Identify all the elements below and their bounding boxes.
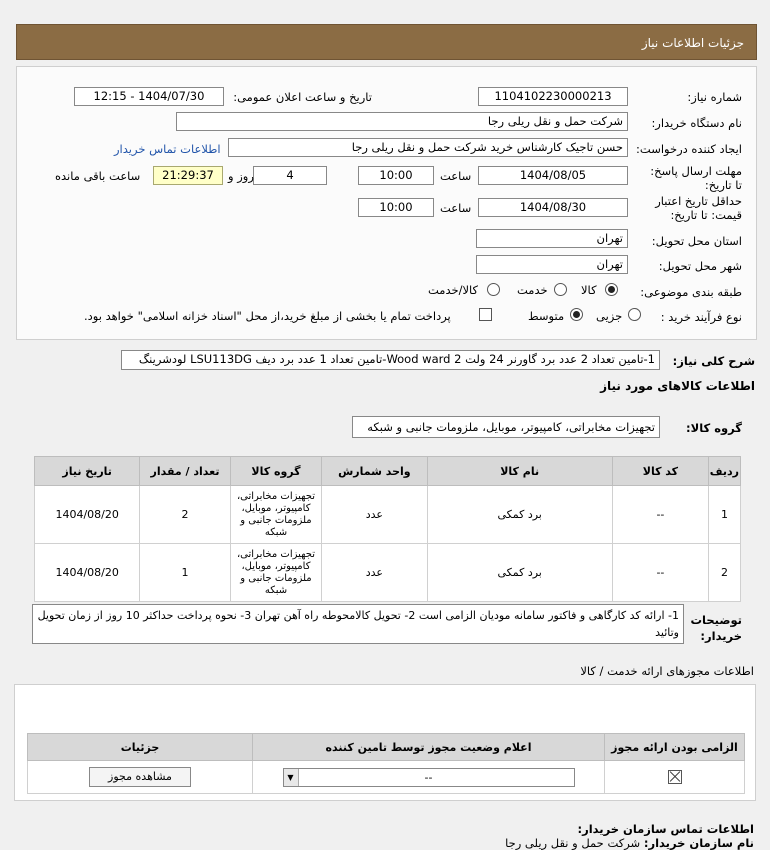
licenses-table-header (28, 734, 745, 761)
col-license-details: جزئیات (28, 734, 253, 761)
col-group: گروه کالا (230, 457, 322, 486)
province-label: استان محل تحویل: (651, 234, 742, 248)
cell-group: تجهیزات مخابراتی، کامپیوتر، موبایل، ملزومات جانبی و شبکه (230, 486, 322, 544)
license-status-cell (253, 761, 605, 794)
category-option-goods: کالا (581, 283, 597, 297)
page-header (16, 24, 757, 60)
license-details-cell (28, 761, 253, 794)
goods-group-label: گروه کالا: (686, 421, 742, 435)
price-time-field: 10:00 (358, 198, 434, 217)
process-option-minor: جزیی (596, 309, 623, 323)
col-date: تاریخ نیاز (35, 457, 140, 486)
table-row (35, 486, 741, 544)
dropdown-arrow-icon: ▼ (284, 769, 299, 786)
category-label: طبقه بندی موضوعی: (640, 285, 742, 299)
cell-unit: عدد (322, 486, 427, 544)
process-radio-medium[interactable] (570, 308, 583, 321)
col-code: کد کالا (612, 457, 708, 486)
licenses-panel (14, 684, 756, 801)
cell-qty: 1 (140, 544, 230, 602)
city-field: تهران (476, 255, 628, 274)
category-radio-goods-service[interactable] (487, 283, 500, 296)
license-required-cell (605, 761, 745, 794)
buyer-label: نام دستگاه خریدار: (651, 116, 742, 130)
view-license-button[interactable]: مشاهده مجوز (89, 767, 191, 787)
summary-field: 1-تامین تعداد 2 عدد برد گاورنر 24 ولت Wood ward 2-تامین تعداد 1 عدد برد دیف LSU113DG لودشرینگ (121, 350, 660, 370)
cell-date: 1404/08/20 (35, 544, 140, 602)
cell-date: 1404/08/20 (35, 486, 140, 544)
col-qty: تعداد / مقدار (140, 457, 230, 486)
city-label: شهر محل تحویل: (658, 259, 742, 273)
goods-group-field: تجهیزات مخابراتی، کامپیوتر، موبایل، ملزومات جانبی و شبکه (352, 416, 660, 438)
table-row (35, 544, 741, 602)
reply-deadline-label: مهلت ارسال پاسخ: تا تاریخ: (650, 164, 742, 192)
treasury-checkbox[interactable] (479, 308, 492, 321)
cell-row: 2 (708, 544, 740, 602)
remaining-label: ساعت باقی مانده (55, 169, 141, 183)
org-value: شرکت حمل و نقل ریلی رجا (505, 836, 641, 850)
price-validity-label: حداقل تاریخ اعتبار قیمت: تا تاریخ: (655, 194, 742, 222)
license-status-value: -- (424, 770, 433, 784)
process-radio-minor[interactable] (628, 308, 641, 321)
remaining-time: 21:29:37 (153, 166, 223, 185)
cell-code: -- (612, 486, 708, 544)
process-option-medium: متوسط (528, 309, 565, 323)
reply-time-label: ساعت (440, 169, 472, 183)
province-field: تهران (476, 229, 628, 248)
announce-label: تاریخ و ساعت اعلان عمومی: (233, 90, 372, 104)
cell-row: 1 (708, 486, 740, 544)
col-row: ردیف (708, 457, 740, 486)
days-label: روز و (228, 169, 254, 183)
cell-code: -- (612, 544, 708, 602)
goods-table-header (35, 457, 741, 486)
checkbox-crossed-icon (668, 770, 682, 784)
creator-field: حسن تاجیک کارشناس خرید شرکت حمل و نقل ریلی رجا (228, 138, 628, 157)
contact-section-title: اطلاعات تماس سازمان خریدار: (577, 822, 754, 836)
treasury-note: پرداخت تمام یا بخشی از مبلغ خرید،از محل "اسناد خزانه اسلامی" خواهد بود. (84, 309, 451, 323)
buyer-notes-field: 1- ارائه کد کارگاهی و فاکتور سامانه مودیان الزامی است 2- تحویل کالامحوطه راه آهن تهران 3- نحوه پرداخت حداکثر 10 روز از زمان تحویل وتائید (32, 604, 684, 644)
cell-name: برد کمکی (427, 486, 612, 544)
col-unit: واحد شمارش (322, 457, 427, 486)
org-line (505, 836, 754, 850)
table-row (28, 761, 745, 794)
col-license-required: الزامی بودن ارائه مجوز (605, 734, 745, 761)
page-title: جزئیات اطلاعات نیاز (641, 36, 744, 50)
licenses-section-title: اطلاعات مجوزهای ارائه خدمت / کالا (580, 664, 754, 678)
price-time-label: ساعت (440, 201, 472, 215)
category-radio-goods[interactable] (605, 283, 618, 296)
cell-qty: 2 (140, 486, 230, 544)
col-name: نام کالا (427, 457, 612, 486)
process-label: نوع فرآیند خرید : (660, 310, 742, 324)
cell-unit: عدد (322, 544, 427, 602)
buyer-notes-label: توضیحات خریدار: (690, 613, 742, 643)
buyer-field: شرکت حمل و نقل ریلی رجا (176, 112, 628, 131)
price-date-field: 1404/08/30 (478, 198, 628, 217)
category-option-goods-service: کالا/خدمت (428, 283, 479, 297)
buyer-contact-link[interactable]: اطلاعات تماس خریدار (114, 142, 221, 156)
days-field: 4 (253, 166, 327, 185)
col-license-status: اعلام وضعیت مجوز توسط تامین کننده (253, 734, 605, 761)
cell-group: تجهیزات مخابراتی، کامپیوتر، موبایل، ملزومات جانبی و شبکه (230, 544, 322, 602)
licenses-table (27, 733, 745, 794)
reply-date-field: 1404/08/05 (478, 166, 628, 185)
cell-name: برد کمکی (427, 544, 612, 602)
category-option-service: خدمت (517, 283, 548, 297)
need-number-label: شماره نیاز: (687, 90, 742, 104)
license-status-dropdown[interactable] (283, 768, 575, 787)
reply-time-field: 10:00 (358, 166, 434, 185)
goods-section-title: اطلاعات کالاهای مورد نیاز (600, 379, 755, 393)
creator-label: ایجاد کننده درخواست: (636, 142, 742, 156)
need-number-field: 1104102230000213 (478, 87, 628, 106)
org-label: نام سازمان خریدار: (643, 836, 754, 850)
category-radio-service[interactable] (554, 283, 567, 296)
summary-label: شرح کلی نیاز: (672, 354, 755, 368)
announce-field: 1404/07/30 - 12:15 (74, 87, 224, 106)
goods-table (34, 456, 741, 602)
